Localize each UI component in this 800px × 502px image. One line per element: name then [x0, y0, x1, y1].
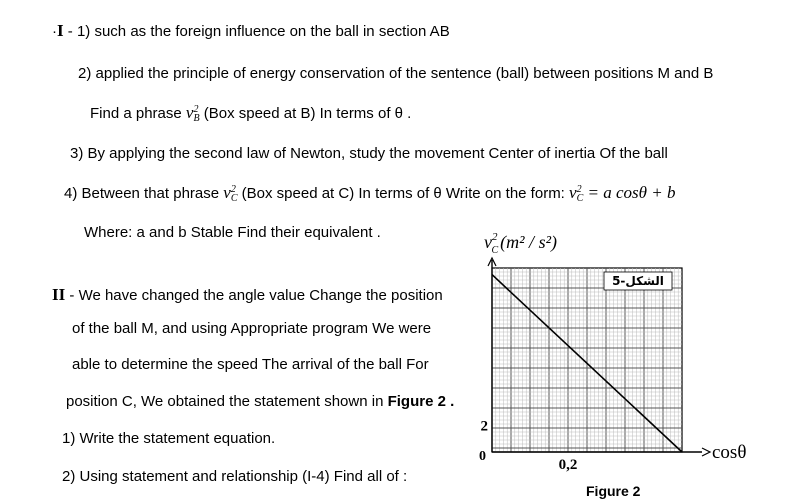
figure2-reference: Figure 2 . [387, 393, 455, 410]
origin-label: 0 [479, 449, 486, 464]
part1-q3: 3) By applying the second law of Newton, study the movement Center of inertia Of the ball [70, 145, 668, 162]
ylabel-units: (m² / s²) [500, 232, 557, 252]
part1-q2b-post: (Box speed at B) In terms of θ . [203, 105, 412, 122]
part1-q4-post: (Box speed at C) In terms of θ Write on the form: [241, 185, 565, 202]
figure2-caption: Figure 2 [586, 483, 641, 499]
ylabel-sub: C [491, 245, 499, 256]
ylabel-v: v [484, 232, 492, 252]
part1-q1 [52, 22, 450, 41]
part2-q2: 2) Using statement and relationship (I-4) Find all of : [62, 468, 408, 485]
part1-q2b-pre: Find a phrase [90, 105, 182, 122]
part2-line3: able to determine the speed The arrival of the ball For [72, 356, 429, 373]
part1-q1-text: - 1) such as the foreign influence on the ball in section AB [67, 23, 450, 40]
part1-q2b-var: v 2 B [185, 103, 200, 125]
lead-dot: · [52, 23, 57, 40]
part1-q2: 2) applied the principle of energy conservation of the sentence (ball) between positions M and B [78, 65, 714, 82]
part1-q2b [90, 104, 411, 123]
figure2-chart [470, 230, 747, 502]
x-tick-label: 0,2 [558, 457, 578, 473]
part2-roman: II [52, 285, 66, 304]
part1-q4-var: v 2 C [223, 183, 238, 205]
x-axis-label: cosθ [712, 442, 747, 463]
part1-q4-formula: v 2 C = a cosθ + b [569, 183, 676, 205]
x-axis-arrow [702, 448, 710, 456]
ylabel-sup: 2 [492, 231, 498, 243]
chart-title: الشكل-5 [612, 274, 664, 288]
part2-line4 [66, 393, 454, 411]
part2-line2: of the ball M, and using Appropriate program We were [72, 320, 432, 337]
part1-roman: I [57, 21, 64, 40]
part1-q4-pre: 4) Between that phrase [64, 185, 220, 202]
part1-q4b: Where: a and b Stable Find their equivalent . [84, 224, 381, 241]
part2-line1 [52, 286, 443, 305]
part2-q1: 1) Write the statement equation. [62, 430, 276, 447]
part1-q4 [64, 184, 675, 203]
part2-line4-text: position C, We obtained the statement shown in [66, 393, 384, 410]
part2-line1-text: - We have changed the angle value Change the position [69, 287, 443, 304]
y-tick-label: 2 [480, 418, 488, 435]
chart-ylabel [484, 231, 557, 256]
